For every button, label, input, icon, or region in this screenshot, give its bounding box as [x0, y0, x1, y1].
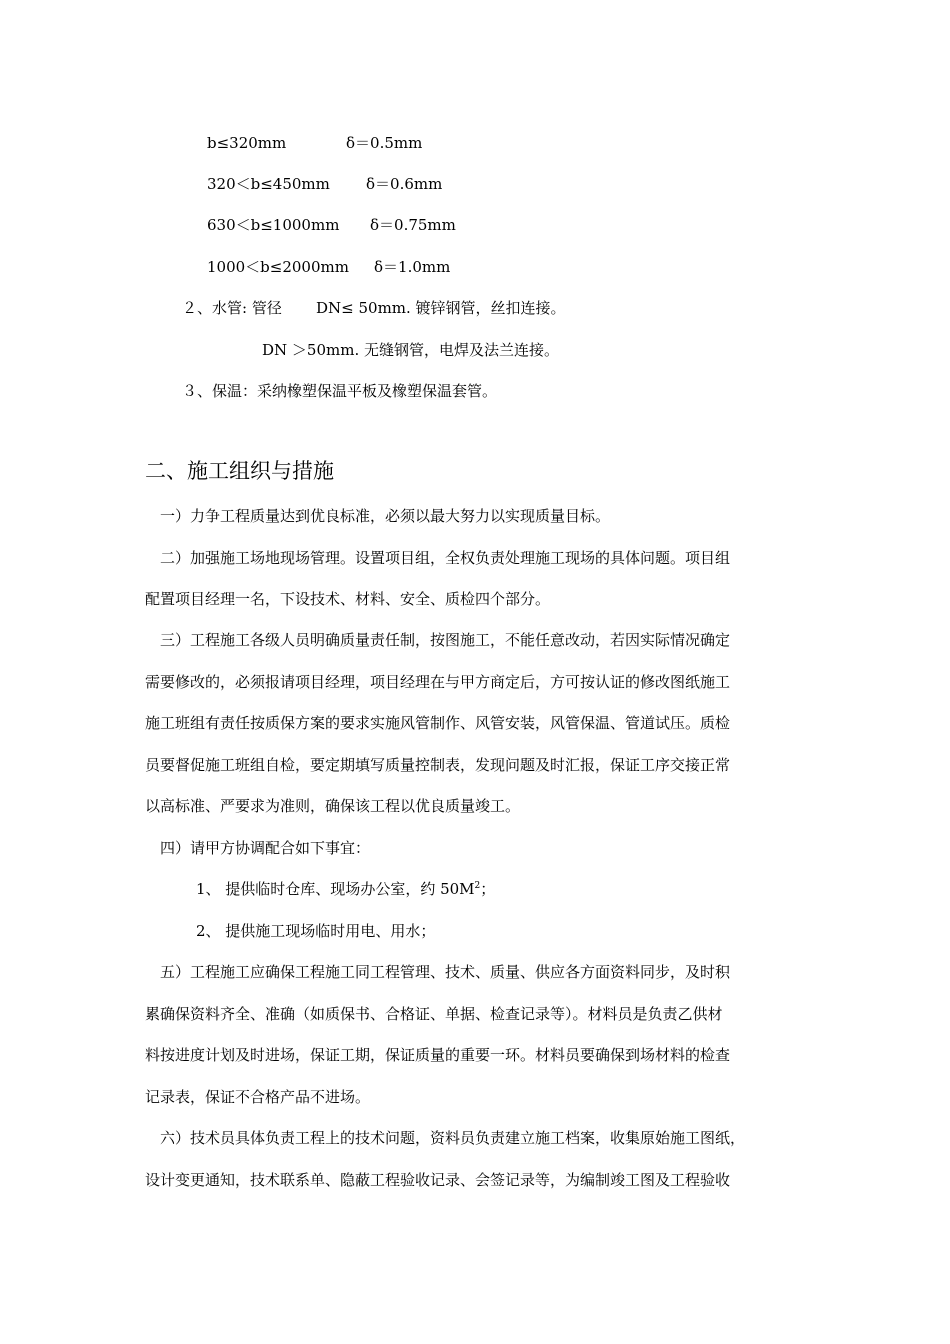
paragraph-5-line-1: 五）工程施工应确保工程施工同工程管理、技术、质量、供应各方面资料同步，及时积 [160, 963, 731, 981]
spec-thickness: δ＝0.75mm [370, 216, 456, 234]
paragraph-3-line-2: 需要修改的，必须报请项目经理，项目经理在与甲方商定后，方可按认证的修改图纸施工 [145, 673, 731, 691]
paragraph-1: 一）力争工程质量达到优良标准，必须以最大努力以实现质量目标。 [160, 507, 611, 525]
water-pipe-line-2: DN ＞50mm. 无缝钢管，电焊及法兰连接。 [262, 341, 559, 359]
paragraph-4-item-2: 2、 提供施工现场临时用电、用水； [196, 922, 436, 940]
paragraph-3-line-4: 员要督促施工班组自检，要定期填写质量控制表，发现问题及时汇报，保证工序交接正常 [145, 756, 731, 774]
paragraph-5-line-2: 累确保资料齐全、准确（如质保书、合格证、单据、检查记录等）。材料员是负责乙供材 [145, 1005, 723, 1023]
water-pipe-line-1 [182, 298, 566, 318]
spec-line-3 [207, 215, 456, 235]
paragraph-2-line-2: 配置项目经理一名，下设技术、材料、安全、质检四个部分。 [145, 590, 551, 608]
spec-line-1 [207, 133, 423, 153]
paragraph-2-line-1: 二）加强施工场地现场管理。设置项目组，全权负责处理施工现场的具体问题。项目组 [160, 549, 731, 567]
paragraph-5-line-4: 记录表，保证不合格产品不进场。 [145, 1088, 371, 1106]
insulation-line: ３、保温：采纳橡塑保温平板及橡塑保温套管。 [182, 382, 498, 400]
spec-thickness: δ＝1.0mm [374, 258, 451, 276]
spec-thickness: δ＝0.6mm [366, 175, 443, 193]
paragraph-4-item-1: 1、 提供临时仓库、现场办公室，约 $50M^2$； [196, 880, 496, 898]
spec-width: 320＜b≤450mm [207, 175, 330, 193]
paragraph-6-line-2: 设计变更通知，技术联系单、隐蔽工程验收记录、会签记录等，为编制竣工图及工程验收 [145, 1171, 731, 1189]
paragraph-3-line-1: 三）工程施工各级人员明确质量责任制，按图施工，不能任意改动，若因实际情况确定 [160, 631, 731, 649]
spec-width: 630＜b≤1000mm [207, 216, 340, 234]
water-pipe-small: DN≤ 50mm. 镀锌钢管，丝扣连接。 [316, 299, 566, 317]
spec-line-4 [207, 257, 451, 277]
water-pipe-label: ２、水管: 管径 [182, 299, 282, 317]
spec-thickness: δ＝0.5mm [346, 134, 423, 152]
paragraph-4-lead: 四）请甲方协调配合如下事宜： [160, 839, 371, 857]
spec-width: 1000＜b≤2000mm [207, 258, 349, 276]
section-heading: 二、施工组织与措施 [145, 459, 334, 483]
spec-line-2 [207, 174, 443, 194]
paragraph-3-line-5: 以高标准、严要求为准则，确保该工程以优良质量竣工。 [145, 797, 521, 815]
paragraph-5-line-3: 料按进度计划及时进场，保证工期，保证质量的重要一环。材料员要确保到场材料的检查 [145, 1046, 731, 1064]
paragraph-3-line-3: 施工班组有责任按质保方案的要求实施风管制作、风管安装，风管保温、管道试压。质检 [145, 714, 731, 732]
paragraph-6-line-1: 六）技术员具体负责工程上的技术问题，资料员负责建立施工档案，收集原始施工图纸， [160, 1129, 746, 1147]
spec-width: b≤320mm [207, 134, 287, 152]
